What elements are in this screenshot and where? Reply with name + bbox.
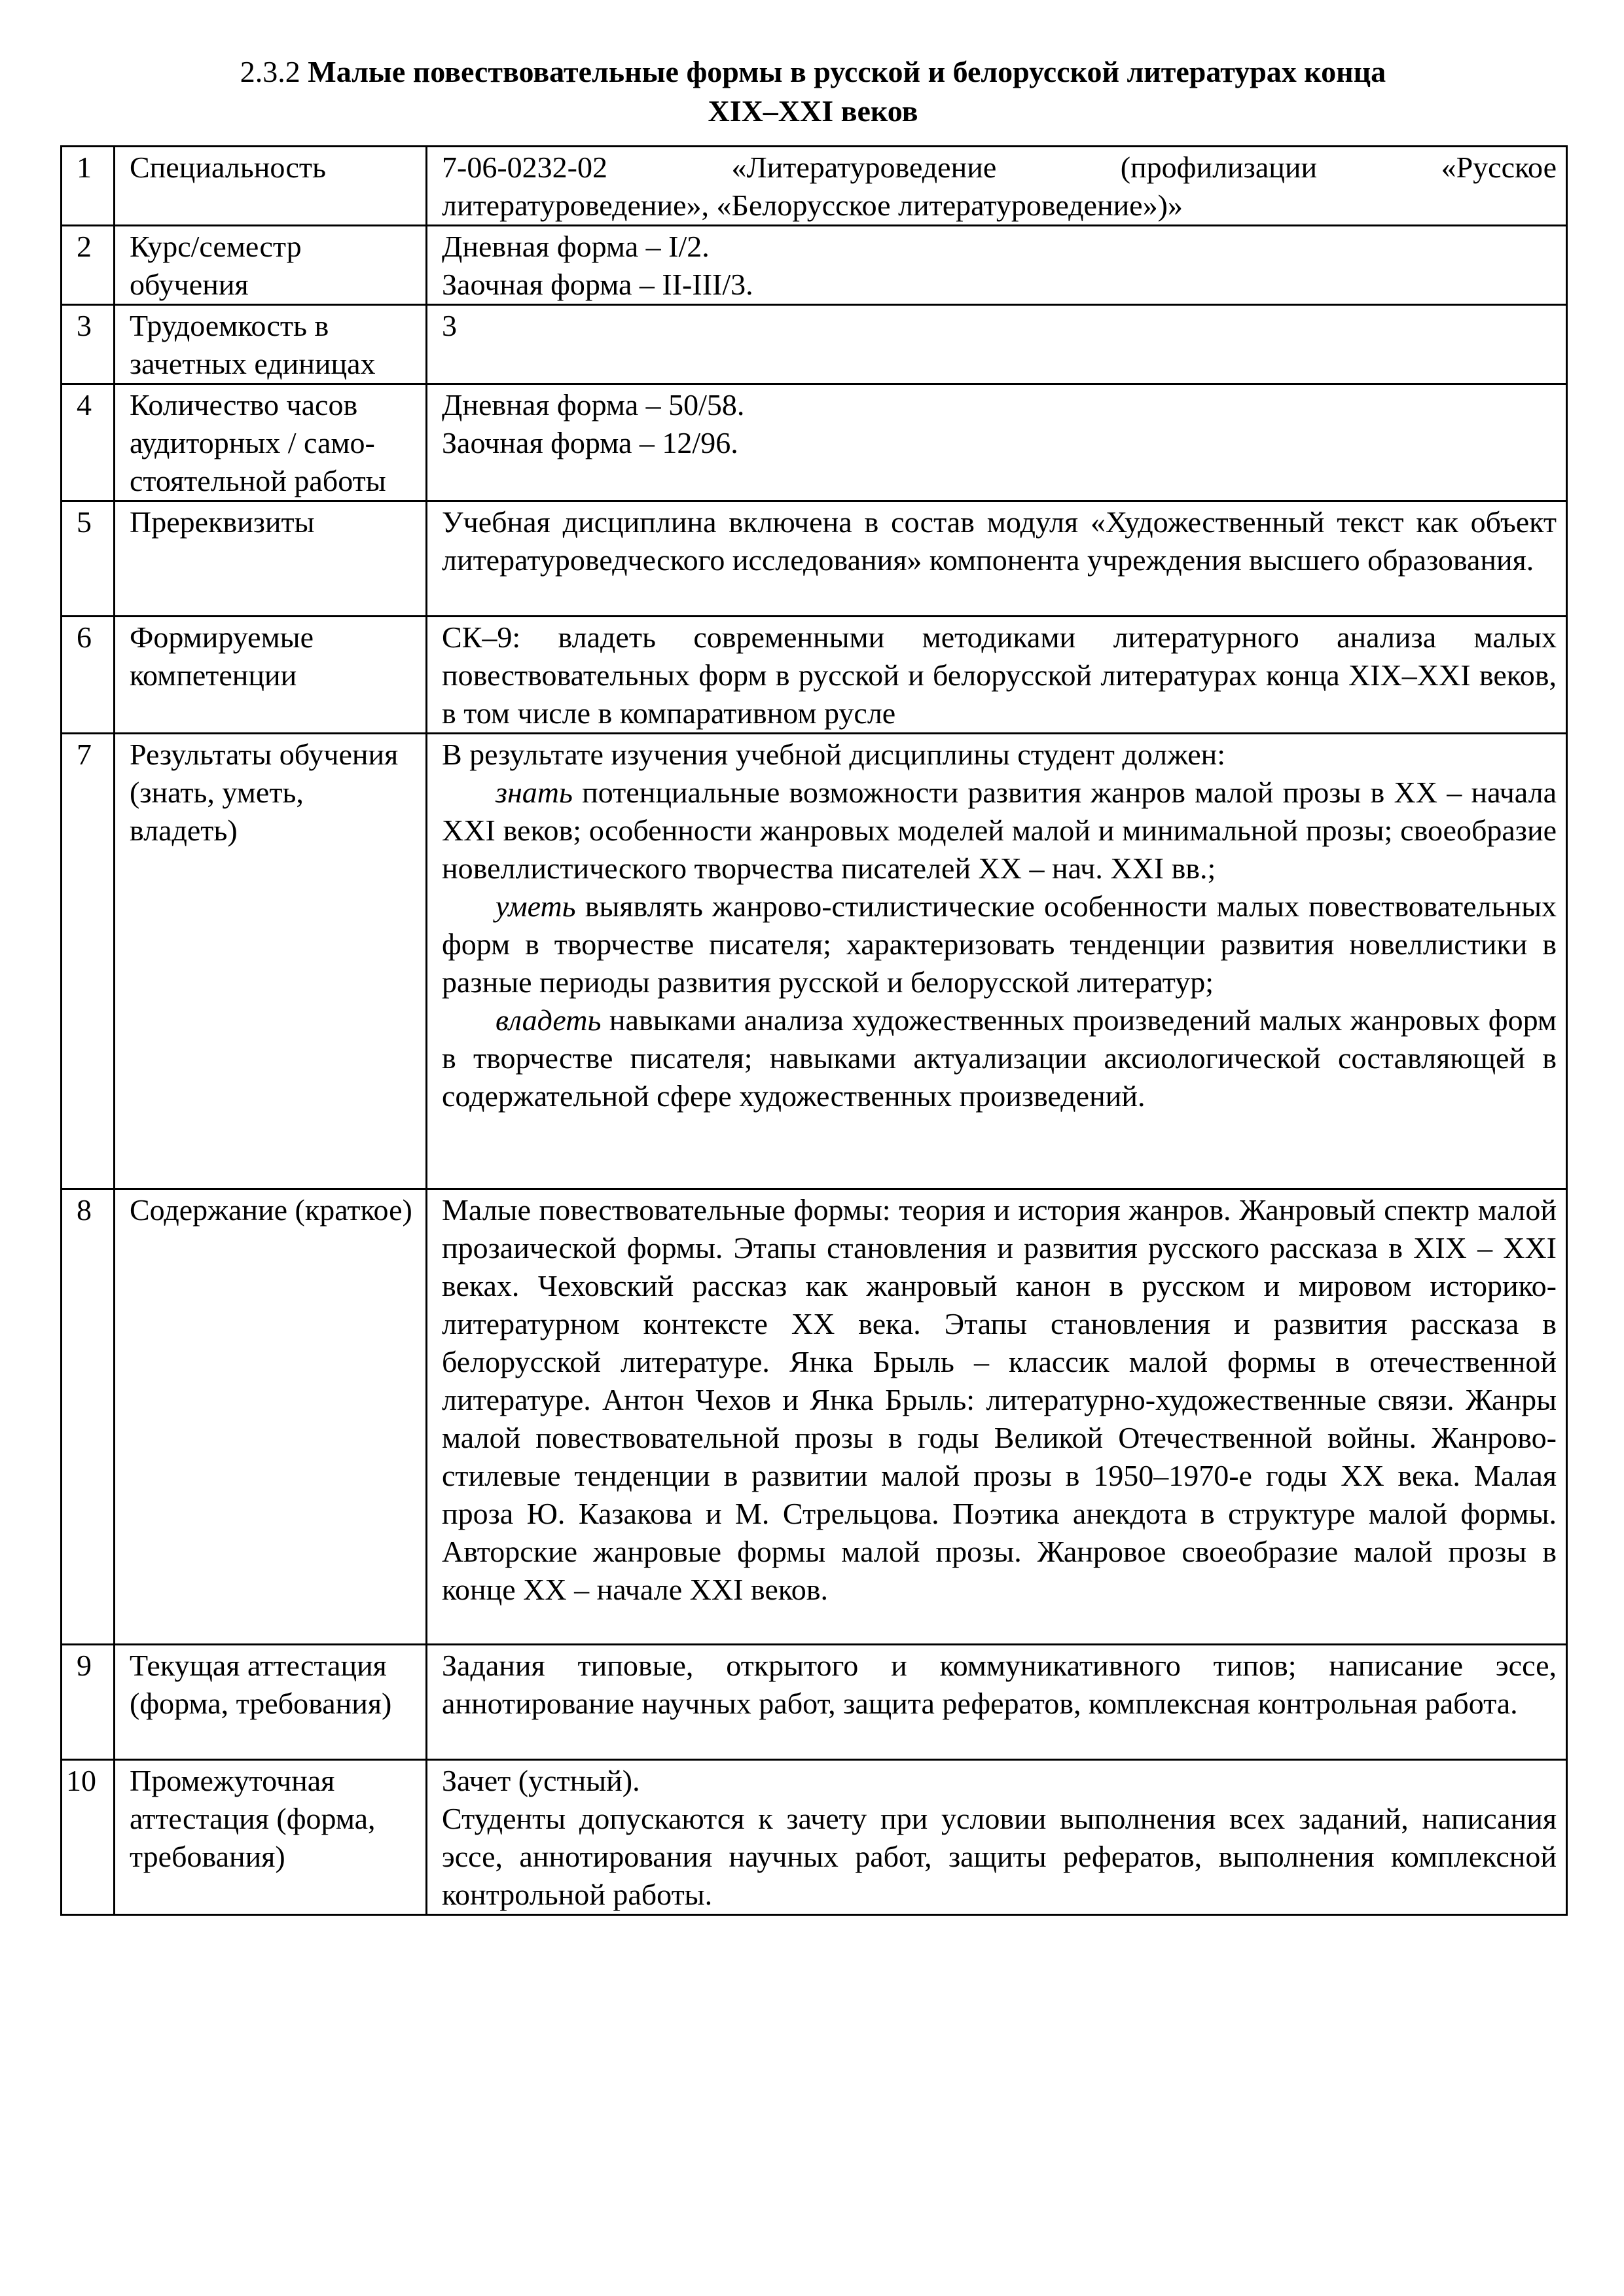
row-label: Содержание (краткое)	[115, 1189, 427, 1645]
row-content: СК–9: владеть современными методиками литературного анализа малых повествовательных форм в русской и белорусской литературах конца XIX–XXI веков, в том числе в компаративном русле	[427, 617, 1567, 734]
content-line: литературоведение», «Белорусское литературоведение»)»	[442, 188, 1183, 222]
row-number: 4	[62, 384, 115, 501]
content-line: Заочная форма – II-III/3.	[442, 268, 753, 301]
row-content	[427, 147, 1567, 226]
row-number: 1	[62, 147, 115, 226]
table-row	[62, 1645, 1567, 1760]
syllabus-table	[60, 145, 1568, 1916]
own-term: владеть	[496, 1003, 602, 1037]
table-row	[62, 1760, 1567, 1915]
row-number: 9	[62, 1645, 115, 1760]
row-content: Задания типовые, открытого и коммуникативного типов; написание эссе, аннотирование научных работ, защита рефератов, комплексная контрольная работа.	[427, 1645, 1567, 1760]
can-text: выявлять жанрово-стилистические особенности малых повествовательных форм в творчестве писателя; характеризовать тенденции развития новеллистики в разные периоды развития русской и белорусской литератур;	[442, 889, 1557, 999]
title-text-line-1: Малые повествовательные формы в русской и белорусской литературах конца	[308, 55, 1386, 88]
content-line: Зачет (устный).	[442, 1764, 640, 1797]
section-number: 2.3.2	[240, 55, 300, 88]
row-label: Курс/семестр обучения	[115, 226, 427, 305]
results-can	[442, 888, 1557, 1001]
row-label: Трудоемкость в зачетных единицах	[115, 305, 427, 384]
row-content	[427, 226, 1567, 305]
row-label: Результаты обучения (знать, уметь, владеть)	[115, 734, 427, 1189]
can-term: уметь	[496, 889, 576, 923]
table-row	[62, 384, 1567, 501]
page-title	[60, 52, 1566, 131]
row-label: Количество часов аудиторных / само-стоятельной работы	[115, 384, 427, 501]
content-line: 7-06-0232-02 «Литературоведение (профилизации «Русское	[442, 151, 1557, 184]
content-line: Дневная форма – 50/58.	[442, 388, 745, 422]
row-content	[427, 734, 1567, 1189]
title-text-line-2: XIX–XXI веков	[708, 94, 918, 128]
row-content: Малые повествовательные формы: теория и история жанров. Жанровый спектр малой прозаической формы. Этапы становления и развития русского рассказа в XIX – XXI веках. Чеховский рассказ как жанровый канон в русском и мировом историко-литературном контексте XX века. Этапы становления и развития рассказа в белорусской литературе. Янка Брыль – классик малой формы в отечественной литературе. Антон Чехов и Янка Брыль: литературно-художественные связи. Жанры малой повествовательной прозы в годы Великой Отечественной войны. Жанрово-стилевые тенденции в развитии малой прозы в 1950–1970-е годы XX века. Малая проза Ю. Казакова и М. Стрельцова. Поэтика анекдота в структуре малой формы. Авторские жанровые формы малой прозы. Жанровое своеобразие малой прозы в конце XX – начале XXI веков.	[427, 1189, 1567, 1645]
results-intro: В результате изучения учебной дисциплины студент должен:	[442, 738, 1226, 771]
title-line-1	[60, 52, 1566, 92]
row-number: 5	[62, 501, 115, 617]
table-row	[62, 305, 1567, 384]
content-line: Заочная форма – 12/96.	[442, 426, 738, 459]
row-content: 3	[427, 305, 1567, 384]
row-content	[427, 1760, 1567, 1915]
own-text: навыками анализа художественных произведений малых жанровых форм в творчестве писателя; навыками актуализации аксиологической составляющей в содержательной сфере художественных произведений.	[442, 1003, 1557, 1113]
content-line: Дневная форма – I/2.	[442, 230, 710, 263]
table-row	[62, 147, 1567, 226]
table-row	[62, 734, 1567, 1189]
results-own	[442, 1001, 1557, 1115]
row-label: Специальность	[115, 147, 427, 226]
row-content: Учебная дисциплина включена в состав модуля «Художественный текст как объект литературоведческого исследования» компонента учреждения высшего образования.	[427, 501, 1567, 617]
row-number: 6	[62, 617, 115, 734]
row-number: 7	[62, 734, 115, 1189]
row-content	[427, 384, 1567, 501]
content-line: Студенты допускаются к зачету при условии выполнения всех заданий, написания эссе, аннотирования научных работ, защиты рефератов, выполнения комплексной контрольной работы.	[442, 1802, 1557, 1911]
know-term: знать	[496, 776, 573, 809]
row-number: 2	[62, 226, 115, 305]
row-label: Пререквизиты	[115, 501, 427, 617]
row-number: 3	[62, 305, 115, 384]
row-label: Текущая аттестация (форма, требования)	[115, 1645, 427, 1760]
know-text: потенциальные возможности развития жанров малой прозы в XX – начала XXI веков; особенности жанровых моделей малой и минимальной прозы; своеобразие новеллистического творчества писателей XX – нач. XXI вв.;	[442, 776, 1557, 885]
table-row	[62, 1189, 1567, 1645]
table-row	[62, 226, 1567, 305]
row-number: 10	[62, 1760, 115, 1915]
row-number: 8	[62, 1189, 115, 1645]
results-know	[442, 774, 1557, 888]
row-label: Формируемые компетенции	[115, 617, 427, 734]
row-label: Промежуточная аттестация (форма, требования)	[115, 1760, 427, 1915]
title-line-2	[60, 92, 1566, 131]
table-row	[62, 501, 1567, 617]
table-row	[62, 617, 1567, 734]
